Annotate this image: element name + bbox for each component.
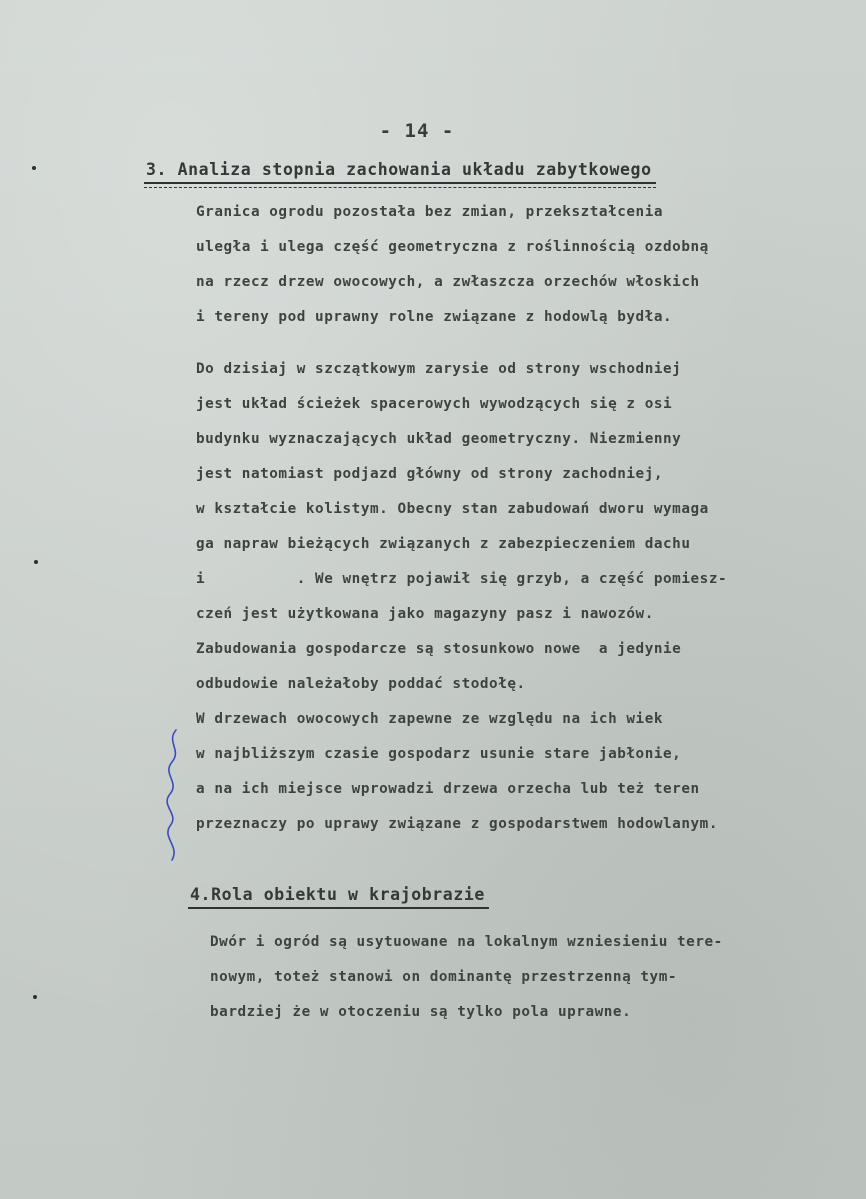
heading-underline [144, 182, 656, 184]
section-4-heading [190, 885, 485, 904]
text-line: jest układ ścieżek spacerowych wywodzących się z osi [196, 396, 673, 412]
text-line: Do dzisiaj w szczątkowym zarysie od strony wschodniej [196, 361, 682, 377]
text-line: Dwór i ogród są usytuowane na lokalnym wzniesieniu tere- [210, 934, 723, 950]
text-line: i tereny pod uprawny rolne związane z hodowlą bydła. [196, 309, 673, 325]
margin-squiggle-mark [158, 728, 198, 863]
text-line: budynku wyznaczających układ geometryczny. Niezmienny [196, 431, 682, 447]
margin-dot [34, 560, 38, 564]
text-line: i . We wnętrz pojawił się grzyb, a część pomiesz- [196, 571, 728, 587]
text-line: jest natomiast podjazd główny od strony zachodniej, [196, 466, 664, 482]
heading-underline [188, 907, 489, 909]
text-line: odbudowie należałoby poddać stodołę. [196, 676, 526, 692]
section-3-paragraph-2 [196, 352, 836, 842]
margin-dot [33, 995, 37, 999]
text-line: w kształcie kolistym. Obecny stan zabudowań dworu wymaga [196, 501, 709, 517]
section-3-heading-text: 3. Analiza stopnia zachowania układu zabytkowego [146, 160, 652, 179]
text-line: czeń jest użytkowana jako magazyny pasz i nawozów. [196, 606, 654, 622]
section-3-paragraph-1 [196, 195, 836, 335]
text-line: bardziej że w otoczeniu są tylko pola uprawne. [210, 1004, 632, 1020]
text-line: uległa i ulega część geometryczna z roślinnością ozdobną [196, 239, 709, 255]
section-4-paragraph-1 [210, 925, 850, 1030]
text-line: Zabudowania gospodarcze są stosunkowo nowe a jedynie [196, 641, 682, 657]
page-number: - 14 - [379, 120, 455, 142]
text-line: w najbliższym czasie gospodarz usunie stare jabłonie, [196, 746, 682, 762]
section-3-heading [146, 160, 652, 179]
text-line: na rzecz drzew owocowych, a zwłaszcza orzechów włoskich [196, 274, 700, 290]
text-line: W drzewach owocowych zapewne ze względu na ich wiek [196, 711, 664, 727]
text-line: Granica ogrodu pozostała bez zmian, przekształcenia [196, 204, 664, 220]
text-line: a na ich miejsce wprowadzi drzewa orzecha lub też teren [196, 781, 700, 797]
text-line: ga napraw bieżących związanych z zabezpieczeniem dachu [196, 536, 691, 552]
heading-double-underline [144, 187, 656, 188]
margin-dot [32, 166, 36, 170]
text-line: nowym, toteż stanowi on dominantę przestrzenną tym- [210, 969, 678, 985]
section-4-heading-text: 4.Rola obiektu w krajobrazie [190, 885, 485, 904]
text-line: przeznaczy po uprawy związane z gospodarstwem hodowlanym. [196, 816, 718, 832]
